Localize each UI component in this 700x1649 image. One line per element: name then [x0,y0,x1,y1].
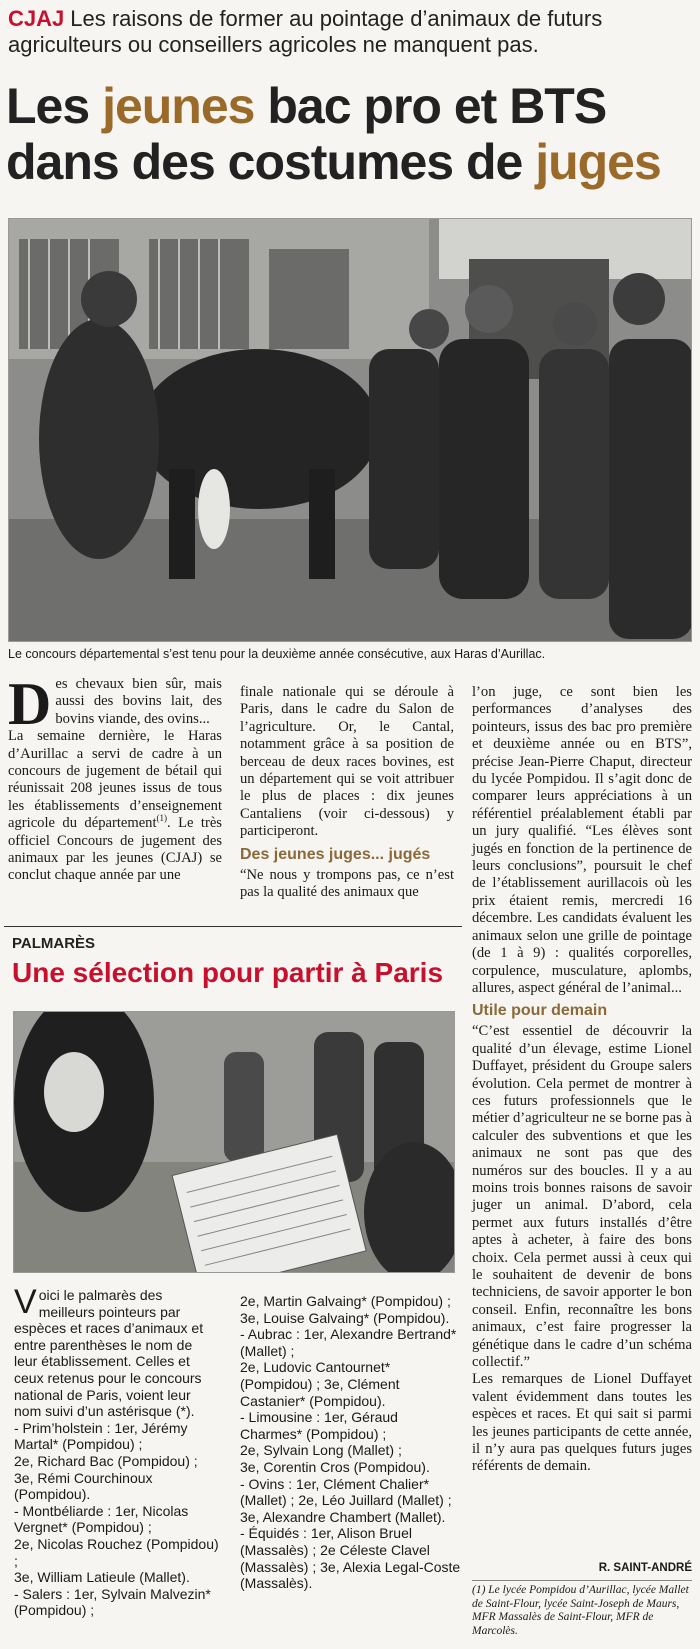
palmares-entry: - Prim’holstein : 1er, Jérémy Martal* (Pompidou) ; [14,1419,188,1453]
palmares-entry: 2e, Nicolas Rouchez (Pompidou) ; [14,1535,219,1569]
palmares-box [4,926,462,1646]
box-photo [13,1011,455,1273]
article-column-2 [240,684,454,901]
palmares-entry: - Montbéliarde : 1er, Nicolas Vergnet* (Pompidou) ; [14,1502,189,1536]
palmares-intro: Voici le palmarès des meilleurs pointeurs par espèces et races d’animaux et entre parenthèses le nom de leur établissement. Celles et ceux retenus pour le concours national de Paris, voient leur nom suivi d’un astérisque (*). [14,1283,204,1420]
palmares-entry: - Aubrac : 1er, Alexandre Bertrand* (Mallet) ; [240,1326,457,1359]
article-paragraph: “Ne nous y trompons pas, ce n’est pas la qualité des animaux que [240,866,454,901]
palmares-entry: - Équidés : 1er, Alison Bruel (Massalès) ; 2e Céleste Clavel (Massalès) ; 3e, Alexia Legal-Coste (Massalès). [240,1525,461,1592]
palmares-entry: - Ovins : 1er, Clément Chalier* (Mallet) ; 2e, Léo Juillard (Mallet) ; 3e, Alexandre Chambert (Mallet). [240,1475,452,1525]
main-photo-illustration [9,219,692,642]
palmares-entry: 2e, Sylvain Long (Mallet) ; [240,1442,402,1459]
main-photo [8,218,692,642]
palmares-entry: - Limousine : 1er, Géraud Charmes* (Pompidou) ; [240,1409,398,1442]
box-photo-illustration [14,1012,455,1273]
subhead: Utile pour demain [472,1002,608,1020]
headline [6,78,696,190]
kicker [8,6,692,58]
article-paragraph: finale nationale qui se déroule à Paris, dans le cadre du Salon de l’agriculture. Or, le Cantal, notamment grâce à sa position de berceau de deux races bovines, est un département qui se voit attribuer le plus de places : dix jeunes Cantaliens (voir ci-dessous) y participeront. [240,684,454,840]
footnote: (1) Le lycée Pompidou d’Aurillac, lycée Mallet de Saint-Flour, lycée Saint-Joseph de Maurs, MFR Massalès de Saint-Flour, MFR de Marcolès. [472,1580,692,1638]
photo-caption: Le concours départemental s’est tenu pour la deuxième année consécutive, aux Haras d’Aurillac. [8,647,546,661]
headline-part1: Les [6,78,103,134]
palmares-entry: 3e, Corentin Cros (Pompidou). [240,1458,430,1475]
article-column-1 [8,671,222,885]
article-paragraph: La semaine dernière, le Haras d’Aurillac a servi de cadre à un concours de jugement de bétail qui réunissait 208 jeunes issus de tous les établissements d’enseignement agricole du département$^{(1)}$. Le très officiel Concours de jugement des animaux par les jeunes (CJAJ) se conclut chaque année par une [8,728,222,884]
palmares-entry: 3e, Rémi Courchinoux (Pompidou). [14,1469,153,1503]
palmares-column-1 [14,1283,219,1619]
headline-accent1: jeunes [102,78,255,134]
article-paragraph: l’on juge, ce sont bien les performances d’analyses des pointeurs, issus des bac pro première et deuxième année ou en BTS”, précise Jean-Pierre Chaput, directeur du lycée Pompidou. Il s’agit donc de comparer leurs appréciations à un référentiel préalablement établi par un jury qualifié. “Les élèves sont jugés en fonction de la pertinence de leurs conclusions”, poursuit le chef de l’établissement aurillacois où les prix étaient remis, mercredi 16 décembre. Les candidats évaluent les animaux selon une grille de pointage (de 1 à 9) : qualités corporelles, corpulence, musculature, aplombs, allures, aspect général de l’animal... [472,684,692,996]
box-title: Une sélection pour partir à Paris [12,957,444,988]
palmares-entry: - Salers : 1er, Sylvain Malvezin* (Pompidou) ; [14,1585,211,1619]
subhead: Des jeunes juges... jugés [240,845,431,863]
author-signature: R. SAINT-ANDRÉ [598,1562,692,1574]
article-column-3 [472,684,692,1476]
palmares-entry: 2e, Richard Bac (Pompidou) ; [14,1452,198,1469]
article-paragraph: “C’est essentiel de découvrir la qualité d’un élevage, estime Lionel Duffayet, président du Groupe salers évolution. Cela permet de montrer à ces futurs professionnels que le métier d’agriculteur ne se borne pas à calculer des subventions et que les animaux ne sont pas que des numéros sur des boucles. Il y a au moins trois bonnes raisons de savoir juger un animal. D’abord, cela permet aux futurs installés d’être aptes à acheter, à faire des bons choix. Cela permet aussi à ceux qui le souhaitent de devenir de bons techniciens, de savoir apporter le bon conseil. Enfin, reconnaître les bons animaux, c’est faire progresser la génétique dans le cadre d’un schéma collectif.” [472,1023,692,1371]
kicker-text: Les raisons de former au pointage d’animaux de futurs agriculteurs ou conseillers agricoles ne manquent pas. [8,6,603,57]
article-paragraph: Les remarques de Lionel Duffayet valent évidemment dans toutes les espèces et races. Et qui sait si parmi les jeunes participants de cette année, il n’y aura pas quelques futurs juges référents de demain. [472,1371,692,1475]
palmares-entry: 2e, Martin Galvaing* (Pompidou) ; 3e, Louise Galvaing* (Pompidou). [240,1293,451,1326]
box-label: PALMARÈS [12,935,96,952]
dropcap: V [14,1283,37,1321]
section-tag: CJAJ [8,6,65,31]
palmares-column-2 [240,1293,462,1592]
dropcap: D [8,671,52,737]
palmares-entry: 2e, Ludovic Cantournet* (Pompidou) ; 3e, Clément Castanier* (Pompidou). [240,1359,400,1409]
headline-part2: bac pro et BTS dans des costumes de [6,78,607,190]
headline-accent2: juges [535,134,661,190]
palmares-entry: 3e, William Latieule (Mallet). [14,1569,190,1586]
article-paragraph: es chevaux bien sûr, mais aussi des bovins lait, des bovins viande, des ovins... [55,676,222,727]
